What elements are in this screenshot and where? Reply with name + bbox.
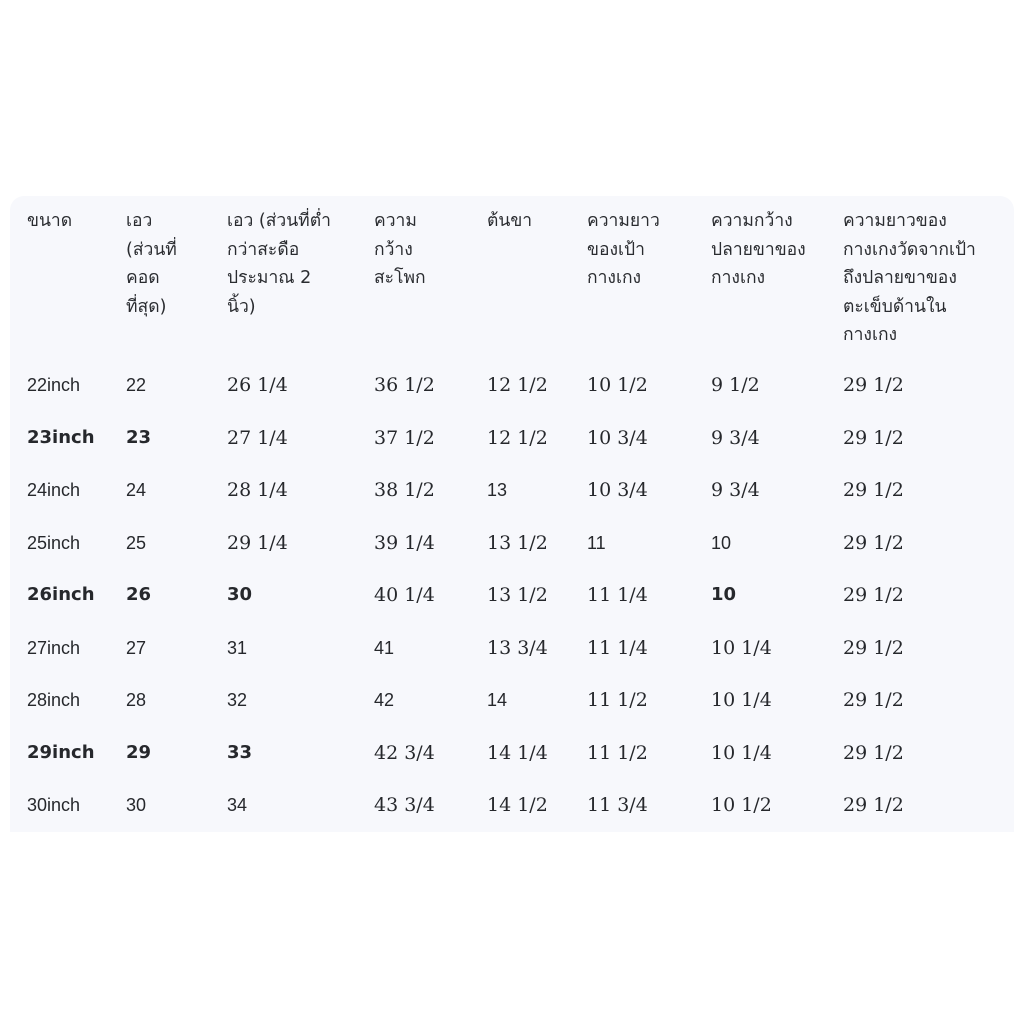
measurement-cell: 11 <box>587 532 606 553</box>
measurement-cell: 29 1/4 <box>227 531 288 554</box>
column-header-line: ประมาณ 2 <box>227 268 312 288</box>
column-header-line: ถึงปลายขาของ <box>843 268 957 288</box>
measurement-cell: 32 <box>227 690 248 710</box>
column-header-line: คอด <box>126 268 160 288</box>
size-chart-table <box>10 196 1014 832</box>
measurement-cell: 29 1/2 <box>843 741 904 764</box>
size-label-cell: 22inch <box>27 375 81 395</box>
measurement-cell: 10 3/4 <box>587 426 648 449</box>
column-header-line: กว่าสะดือ <box>227 239 300 260</box>
column-header-line: ความกว้าง <box>711 211 793 231</box>
column-header-line: ความยาว <box>587 211 660 231</box>
size-label-cell: 24inch <box>27 480 81 500</box>
column-header-line: ที่สุด) <box>126 296 167 317</box>
measurement-cell: 36 1/2 <box>374 374 435 396</box>
measurement-cell: 13 <box>487 480 508 500</box>
measurement-cell: 29 <box>126 741 152 763</box>
measurement-cell: 33 <box>227 741 253 763</box>
size-label-cell: 23inch <box>27 426 95 448</box>
measurement-cell: 31 <box>227 637 248 658</box>
measurement-cell: 10 1/4 <box>711 741 772 764</box>
column-header-line: กางเกงวัดจากเป้า <box>843 239 976 260</box>
size-label-cell: 28inch <box>27 690 81 710</box>
measurement-cell: 10 1/4 <box>711 689 772 711</box>
measurement-cell: 29 1/2 <box>843 374 904 396</box>
measurement-cell: 11 3/4 <box>587 794 648 816</box>
measurement-cell: 23 <box>126 426 152 448</box>
measurement-cell: 28 <box>126 690 147 710</box>
column-header-line: ความ <box>374 211 417 231</box>
measurement-cell: 39 1/4 <box>374 531 435 554</box>
measurement-cell: 9 3/4 <box>711 426 760 449</box>
measurement-cell: 10 3/4 <box>587 479 648 501</box>
measurement-cell: 12 1/2 <box>487 426 548 449</box>
measurement-cell: 13 3/4 <box>487 636 548 659</box>
measurement-cell: 14 <box>487 690 508 710</box>
measurement-cell: 38 1/2 <box>374 479 435 501</box>
measurement-cell: 29 1/2 <box>843 794 904 816</box>
size-label-cell: 30inch <box>27 795 81 815</box>
measurement-cell: 11 1/2 <box>587 741 648 764</box>
size-label-cell: 27inch <box>27 637 81 658</box>
measurement-cell: 10 1/4 <box>711 636 772 659</box>
measurement-cell: 37 1/2 <box>374 426 435 449</box>
measurement-cell: 10 1/2 <box>711 794 772 816</box>
column-header-line: เอว (ส่วนที่ต่ำ <box>227 211 331 231</box>
size-label-cell: 26inch <box>27 584 95 605</box>
measurement-cell: 28 1/4 <box>227 479 288 501</box>
measurement-cell: 27 1/4 <box>227 426 288 449</box>
column-header-line: กว้าง <box>374 239 413 260</box>
measurement-cell: 29 1/2 <box>843 689 904 711</box>
measurement-cell: 14 1/4 <box>487 741 548 764</box>
size-label-cell: 29inch <box>27 741 95 763</box>
size-label-cell: 25inch <box>27 532 81 553</box>
measurement-cell: 12 1/2 <box>487 374 548 396</box>
measurement-cell: 9 3/4 <box>711 479 760 501</box>
measurement-cell: 43 3/4 <box>374 794 435 816</box>
measurement-cell: 29 1/2 <box>843 479 904 501</box>
measurement-cell: 13 1/2 <box>487 531 548 554</box>
measurement-cell: 9 1/2 <box>711 374 760 396</box>
measurement-cell: 10 1/2 <box>587 374 648 396</box>
measurement-cell: 40 1/4 <box>374 584 435 606</box>
measurement-cell: 10 <box>711 532 732 553</box>
measurement-cell: 30 <box>126 795 147 815</box>
column-header-line: สะโพก <box>374 268 426 288</box>
column-header-line: ปลายขาของ <box>711 239 806 260</box>
measurement-cell: 29 1/2 <box>843 531 904 554</box>
column-header-line: ของเป้า <box>587 239 645 260</box>
measurement-cell: 22 <box>126 375 147 395</box>
column-header-line: ต้นขา <box>487 211 533 231</box>
measurement-cell: 24 <box>126 480 147 500</box>
measurement-cell: 26 <box>126 584 152 605</box>
measurement-cell: 11 1/4 <box>587 636 648 659</box>
column-header-line: กางเกง <box>843 325 898 345</box>
measurement-cell: 25 <box>126 532 147 553</box>
measurement-cell: 14 1/2 <box>487 794 548 816</box>
measurement-cell: 29 1/2 <box>843 636 904 659</box>
measurement-cell: 34 <box>227 795 248 815</box>
column-header-line: เอว <box>126 211 153 231</box>
column-header-line: กางเกง <box>587 268 642 288</box>
measurement-cell: 29 1/2 <box>843 426 904 449</box>
column-header-line: ขนาด <box>27 211 73 231</box>
measurement-cell: 13 1/2 <box>487 584 548 606</box>
measurement-cell: 42 3/4 <box>374 741 435 764</box>
measurement-cell: 26 1/4 <box>227 374 288 396</box>
measurement-cell: 29 1/2 <box>843 584 904 606</box>
measurement-cell: 30 <box>227 584 253 605</box>
column-header-line: (ส่วนที่ <box>126 239 177 260</box>
column-header-line: กางเกง <box>711 268 766 288</box>
measurement-cell: 11 1/4 <box>587 584 648 606</box>
column-header-line: นิ้ว) <box>227 296 256 317</box>
measurement-cell: 27 <box>126 637 147 658</box>
measurement-cell: 10 <box>711 584 737 605</box>
column-header-line: ตะเข็บด้านใน <box>843 296 947 317</box>
measurement-cell: 42 <box>374 690 395 710</box>
measurement-cell: 11 1/2 <box>587 689 648 711</box>
column-header-line: ความยาวของ <box>843 211 947 231</box>
measurement-cell: 41 <box>374 637 395 658</box>
